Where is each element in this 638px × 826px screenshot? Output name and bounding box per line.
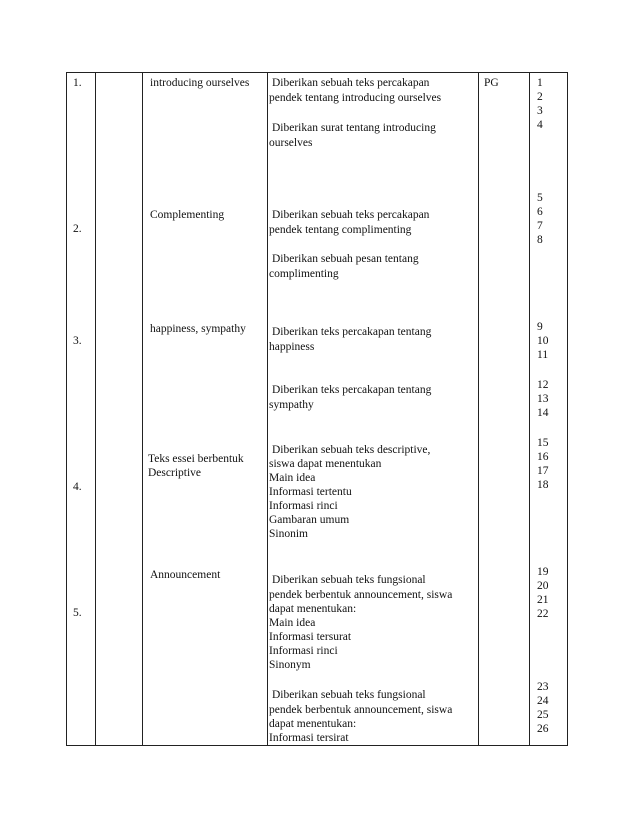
item-number: 7	[537, 220, 543, 232]
item-number: 11	[537, 349, 549, 361]
item-number: 26	[537, 723, 549, 735]
indicator-line: sympathy	[269, 399, 314, 411]
indicator-line: Informasi tersurat	[269, 631, 352, 643]
column-divider	[478, 73, 479, 745]
row-number: 1.	[73, 77, 82, 89]
item-number: 1	[537, 77, 543, 89]
item-number: 25	[537, 709, 549, 721]
item-number: 5	[537, 192, 543, 204]
item-number: 10	[537, 335, 549, 347]
indicator-line: ourselves	[269, 137, 313, 149]
item-number: 8	[537, 234, 543, 246]
indicator-line: pendek tentang complimenting	[269, 224, 412, 236]
indicator-line: Main idea	[269, 617, 316, 629]
indicator-line: Diberikan sebuah teks fungsional	[272, 574, 426, 586]
indicator-line: Gambaran umum	[269, 514, 350, 526]
row-number: 3.	[73, 335, 82, 347]
indicator-line: Diberikan sebuah teks percakapan	[272, 77, 430, 89]
item-number: 13	[537, 393, 549, 405]
indicator-line: complimenting	[269, 268, 339, 280]
indicator-line: Sinonim	[269, 528, 308, 540]
indicator-line: Diberikan teks percakapan tentang	[272, 326, 432, 338]
item-number: 3	[537, 105, 543, 117]
item-number: 17	[537, 465, 549, 477]
indicator-line: Diberikan sebuah teks descriptive,	[272, 444, 431, 456]
topic-cell: Descriptive	[148, 467, 202, 479]
indicator-line: happiness	[269, 341, 315, 353]
row-number: 4.	[73, 481, 82, 493]
item-number: 20	[537, 580, 549, 592]
item-number: 9	[537, 321, 543, 333]
indicator-line: Informasi tersirat	[269, 732, 349, 744]
topic-cell: happiness, sympathy	[150, 323, 246, 335]
indicator-line: Sinonym	[269, 659, 311, 671]
topic-cell: Complementing	[150, 209, 225, 221]
indicator-line: Informasi rinci	[269, 500, 338, 512]
indicator-line: Diberikan surat tentang introducing	[272, 122, 436, 134]
item-number: 22	[537, 608, 549, 620]
column-divider	[142, 73, 143, 745]
item-number: 24	[537, 695, 549, 707]
column-divider	[267, 73, 268, 745]
item-number: 14	[537, 407, 549, 419]
topic-cell: Teks essei berbentuk	[148, 453, 244, 465]
item-number: 2	[537, 91, 543, 103]
item-number: 12	[537, 379, 549, 391]
topic-cell: introducing ourselves	[150, 77, 250, 89]
item-number: 16	[537, 451, 549, 463]
item-number: 23	[537, 681, 549, 693]
item-number: 21	[537, 594, 549, 606]
row-number: 5.	[73, 607, 82, 619]
indicator-line: Main idea	[269, 472, 316, 484]
item-number: 4	[537, 119, 543, 131]
item-number: 19	[537, 566, 549, 578]
indicator-line: Informasi tertentu	[269, 486, 352, 498]
question-type: PG	[484, 77, 499, 89]
indicator-line: Diberikan sebuah pesan tentang	[272, 253, 419, 265]
row-number: 2.	[73, 223, 82, 235]
item-number: 15	[537, 437, 549, 449]
item-number: 6	[537, 206, 543, 218]
indicator-line: Diberikan sebuah teks fungsional	[272, 689, 426, 701]
column-divider	[529, 73, 530, 745]
indicator-line: pendek berbentuk announcement, siswa	[269, 704, 453, 716]
item-number: 18	[537, 479, 549, 491]
indicator-line: siswa dapat menentukan	[269, 458, 382, 470]
column-divider	[95, 73, 96, 745]
indicator-line: dapat menentukan:	[269, 603, 357, 615]
indicator-line: pendek tentang introducing ourselves	[269, 92, 442, 104]
indicator-line: pendek berbentuk announcement, siswa	[269, 589, 453, 601]
indicator-line: Informasi rinci	[269, 645, 338, 657]
indicator-line: Diberikan teks percakapan tentang	[272, 384, 432, 396]
topic-cell: Announcement	[150, 569, 221, 581]
indicator-line: Diberikan sebuah teks percakapan	[272, 209, 430, 221]
indicator-line: dapat menentukan:	[269, 718, 357, 730]
